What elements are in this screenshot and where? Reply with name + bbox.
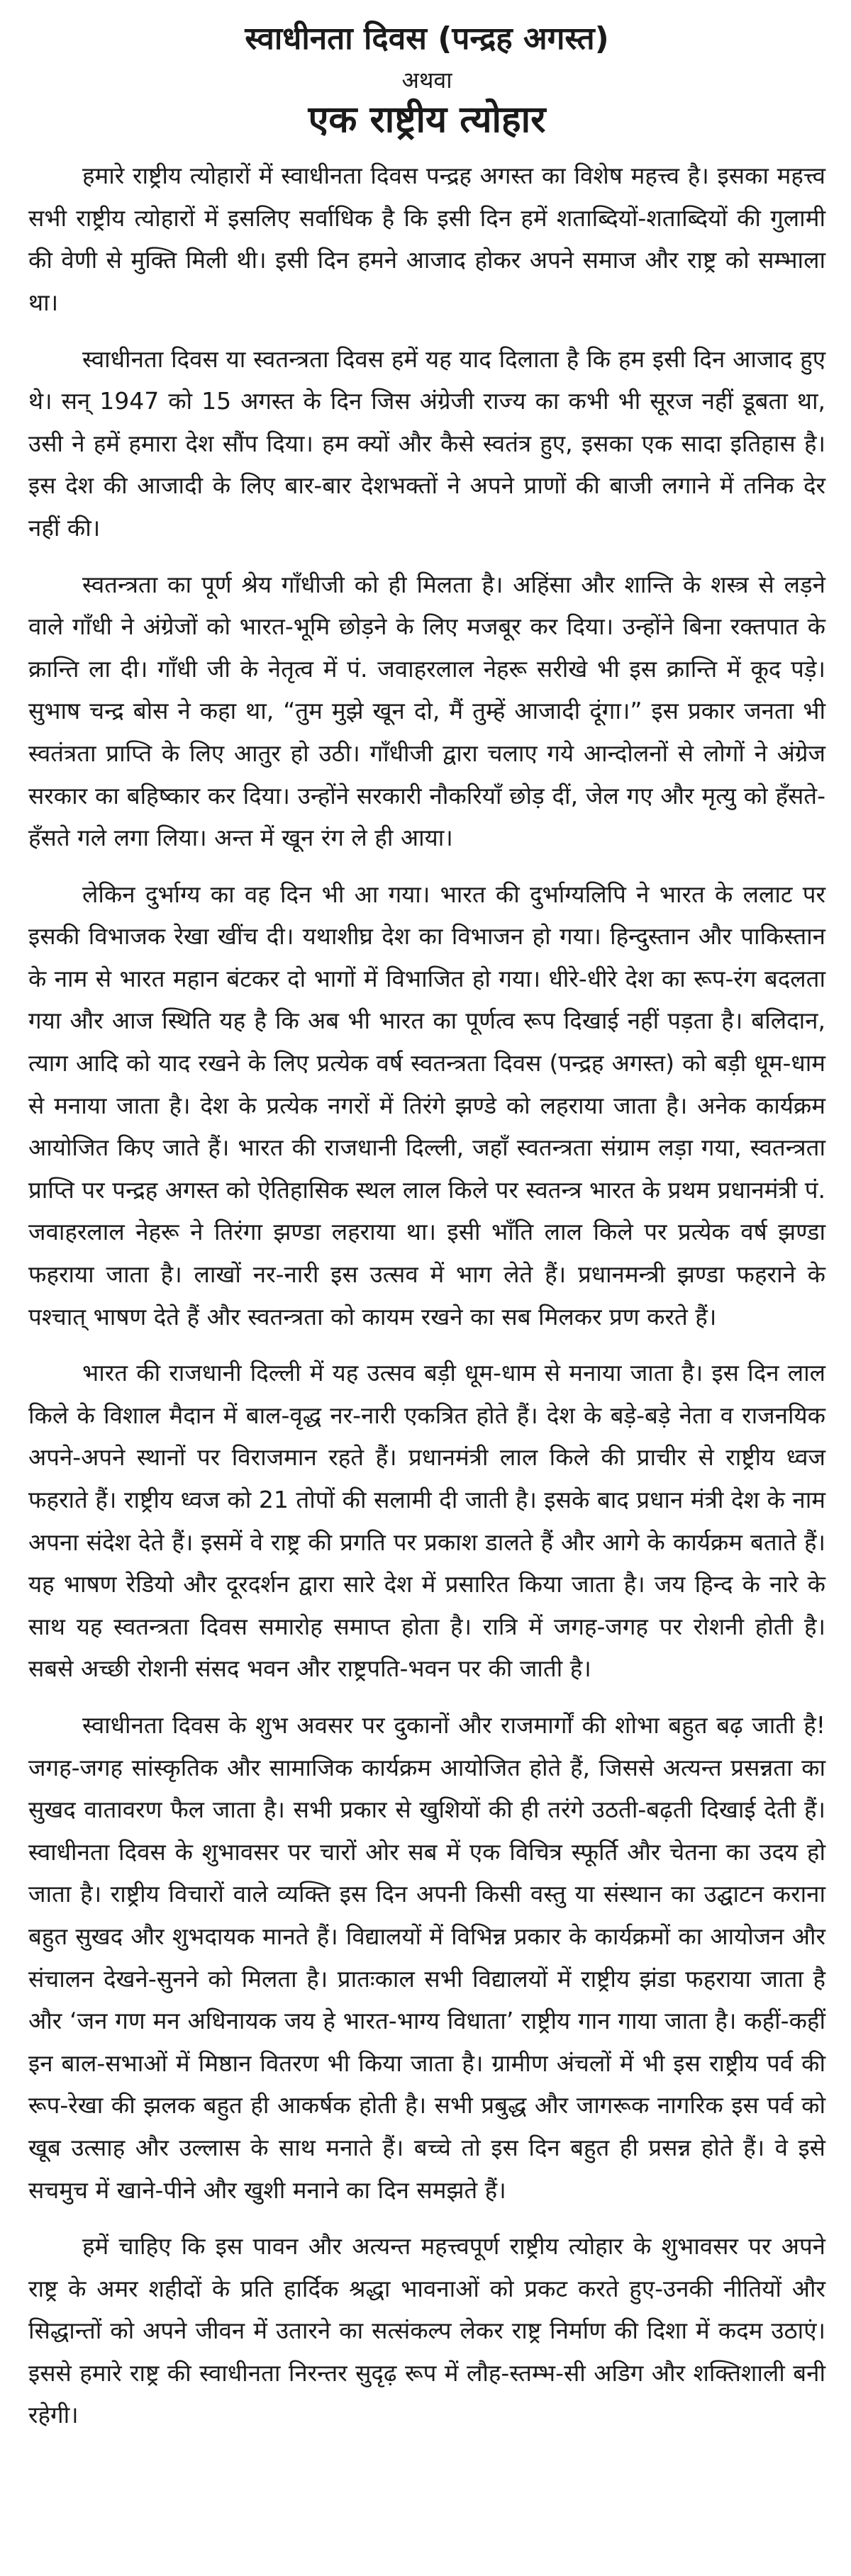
- title-connector: अथवा: [401, 67, 452, 94]
- paragraph-7: हमें चाहिए कि इस पावन और अत्यन्त महत्त्वपूर्ण राष्ट्रीय त्योहार के शुभावसर पर अपने राष्ट्र के अमर शहीदों के प्रति हार्दिक श्रद्धा भावनाओं को प्रकट करते हुए-उनकी नीतियों और सिद्धान्तों को अपने जीवन में उतारने का सत्संकल्प लेकर राष्ट्र निर्माण की दिशा में कदम उठाएं। इससे हमारे राष्ट्र की स्वाधीनता निरन्तर सुदृढ़ रूप में लौह-स्तम्भ-सी अडिग और शक्तिशाली बनी रहेगी।: [28, 2232, 825, 2429]
- paragraph-4: लेकिन दुर्भाग्य का वह दिन भी आ गया। भारत की दुर्भाग्यलिपि ने भारत के ललाट पर इसकी विभाजक रेखा खींच दी। यथाशीघ्र देश का विभाजन हो गया। हिन्दुस्तान और पाकिस्तान के नाम से भारत महान बंटकर दो भागों में विभाजित हो गया। धीरे-धीरे देश का रूप-रंग बदलता गया और आज स्थिति यह है कि अब भी भारत का पूर्णत्व रूप दिखाई नहीं पड़ता है। बलिदान, त्याग आदि को याद रखने के लिए प्रत्येक वर्ष स्वतन्त्रता दिवस (पन्द्रह अगस्त) को बड़ी धूम-धाम से मनाया जाता है। देश के प्रत्येक नगरों में तिरंगे झण्डे को लहराया जाता है। अनेक कार्यक्रम आयोजित किए जाते हैं। भारत की राजधानी दिल्ली, जहाँ स्वतन्त्रता संग्राम लड़ा गया, स्वतन्त्रता प्राप्ति पर पन्द्रह अगस्त को ऐतिहासिक स्थल लाल किले पर स्वतन्त्र भारत के प्रथम प्रधानमंत्री पं. जवाहरलाल नेहरू ने तिरंगा झण्डा लहराया था। इसी भाँति लाल किले पर प्रत्येक वर्ष झण्डा फहराया जाता है। लाखों नर-नारी इस उत्सव में भाग लेते हैं। प्रधानमन्त्री झण्डा फहराने के पश्चात् भाषण देते हैं और स्वतन्त्रता को कायम रखने का सब मिलकर प्रण करते हैं।: [28, 880, 825, 1331]
- paragraph-3: स्वतन्त्रता का पूर्ण श्रेय गाँधीजी को ही मिलता है। अहिंसा और शान्ति के शस्त्र से लड़ने वाले गाँधी ने अंग्रेजों को भारत-भूमि छोड़ने के लिए मजबूर कर दिया। उन्होंने बिना रक्तपात के क्रान्ति ला दी। गाँधी जी के नेतृत्व में पं. जवाहरलाल नेहरू सरीखे भी इस क्रान्ति में कूद पड़े। सुभाष चन्द्र बोस ने कहा था, “तुम मुझे खून दो, मैं तुम्हें आजादी दूंगा।” इस प्रकार जनता भी स्वतंत्रता प्राप्ति के लिए आतुर हो उठी। गाँधीजी द्वारा चलाए गये आन्दोलनों से लोगों ने अंग्रेज सरकार का बहिष्कार कर दिया। उन्होंने सरकारी नौकरियाँ छोड़ दीं, जेल गए और मृत्यु को हँसते-हँसते गले लगा लिया। अन्त में खून रंग ले ही आया।: [28, 570, 825, 852]
- essay-title: स्वाधीनता दिवस (पन्द्रह अगस्त): [245, 21, 609, 57]
- essay-alt-title: एक राष्ट्रीय त्योहार: [308, 99, 546, 142]
- paragraph-5: भारत की राजधानी दिल्ली में यह उत्सव बड़ी धूम-धाम से मनाया जाता है। इस दिन लाल किले के विशाल मैदान में बाल-वृद्ध नर-नारी एकत्रित होते हैं। देश के बड़े-बड़े नेता व राजनयिक अपने-अपने स्थानों पर विराजमान रहते हैं। प्रधानमंत्री लाल किले की प्राचीर से राष्ट्रीय ध्वज फहराते हैं। राष्ट्रीय ध्वज को 21 तोपों की सलामी दी जाती है। इसके बाद प्रधान मंत्री देश के नाम अपना संदेश देते हैं। इसमें वे राष्ट्र की प्रगति पर प्रकाश डालते हैं और आगे के कार्यक्रम बताते हैं। यह भाषण रेडियो और दूरदर्शन द्वारा सारे देश में प्रसारित किया जाता है। जय हिन्द के नारे के साथ यह स्वतन्त्रता दिवस समारोह समाप्त होता है। रात्रि में जगह-जगह पर रोशनी होती है। सबसे अच्छी रोशनी संसद भवन और राष्ट्रपति-भवन पर की जाती है।: [28, 1359, 825, 1683]
- paragraph-1: हमारे राष्ट्रीय त्योहारों में स्वाधीनता दिवस पन्द्रह अगस्त का विशेष महत्त्व है। इसका महत्त्व सभी राष्ट्रीय त्योहारों में इसलिए सर्वाधिक है कि इसी दिन हमें शताब्दियों-शताब्दियों की गुलामी की वेणी से मुक्ति मिली थी। इसी दिन हमने आजाद होकर अपने समाज और राष्ट्र को सम्भाला था।: [28, 162, 825, 316]
- paragraph-6: स्वाधीनता दिवस के शुभ अवसर पर दुकानों और राजमार्गों की शोभा बहुत बढ़ जाती है! जगह-जगह सांस्कृतिक और सामाजिक कार्यक्रम आयोजित होते हैं, जिससे अत्यन्त प्रसन्नता का सुखद वातावरण फैल जाता है। सभी प्रकार से खुशियों की ही तरंगे उठती-बढ़ती दिखाई देती हैं। स्वाधीनता दिवस के शुभावसर पर चारों ओर सब में एक विचित्र स्फूर्ति और चेतना का उदय हो जाता है। राष्ट्रीय विचारों वाले व्यक्ति इस दिन अपनी किसी वस्तु या संस्थान का उद्घाटन कराना बहुत सुखद और शुभदायक मानते हैं। विद्यालयों में विभिन्न प्रकार के कार्यक्रमों का आयोजन और संचालन देखने-सुनने को मिलता है। प्रातःकाल सभी विद्यालयों में राष्ट्रीय झंडा फहराया जाता है और ‘जन गण मन अधिनायक जय हे भारत-भाग्य विधाता’ राष्ट्रीय गान गाया जाता है। कहीं-कहीं इन बाल-सभाओं में मिष्ठान वितरण भी किया जाता है। ग्रामीण अंचलों में भी इस राष्ट्रीय पर्व की रूप-रेखा की झलक बहुत ही आकर्षक होती है। सभी प्रबुद्ध और जागरूक नागरिक इस पर्व को खूब उत्साह और उल्लास के साथ मनाते हैं। बच्चे तो इस दिन बहुत ही प्रसन्न होते हैं। वे इसे सचमुच में खाने-पीने और खुशी मनाने का दिन समझते हैं।: [28, 1710, 825, 2204]
- paragraph-2: स्वाधीनता दिवस या स्वतन्त्रता दिवस हमें यह याद दिलाता है कि हम इसी दिन आजाद हुए थे। सन् 1947 को 15 अगस्त के दिन जिस अंग्रेजी राज्य का कभी भी सूरज नहीं डूबता था, उसी ने हमें हमारा देश सौंप दिया। हम क्यों और कैसे स्वतंत्र हुए, इसका एक सादा इतिहास है। इस देश की आजादी के लिए बार-बार देशभक्तों ने अपने प्राणों की बाजी लगाने में तनिक देर नहीं की।: [28, 345, 825, 542]
